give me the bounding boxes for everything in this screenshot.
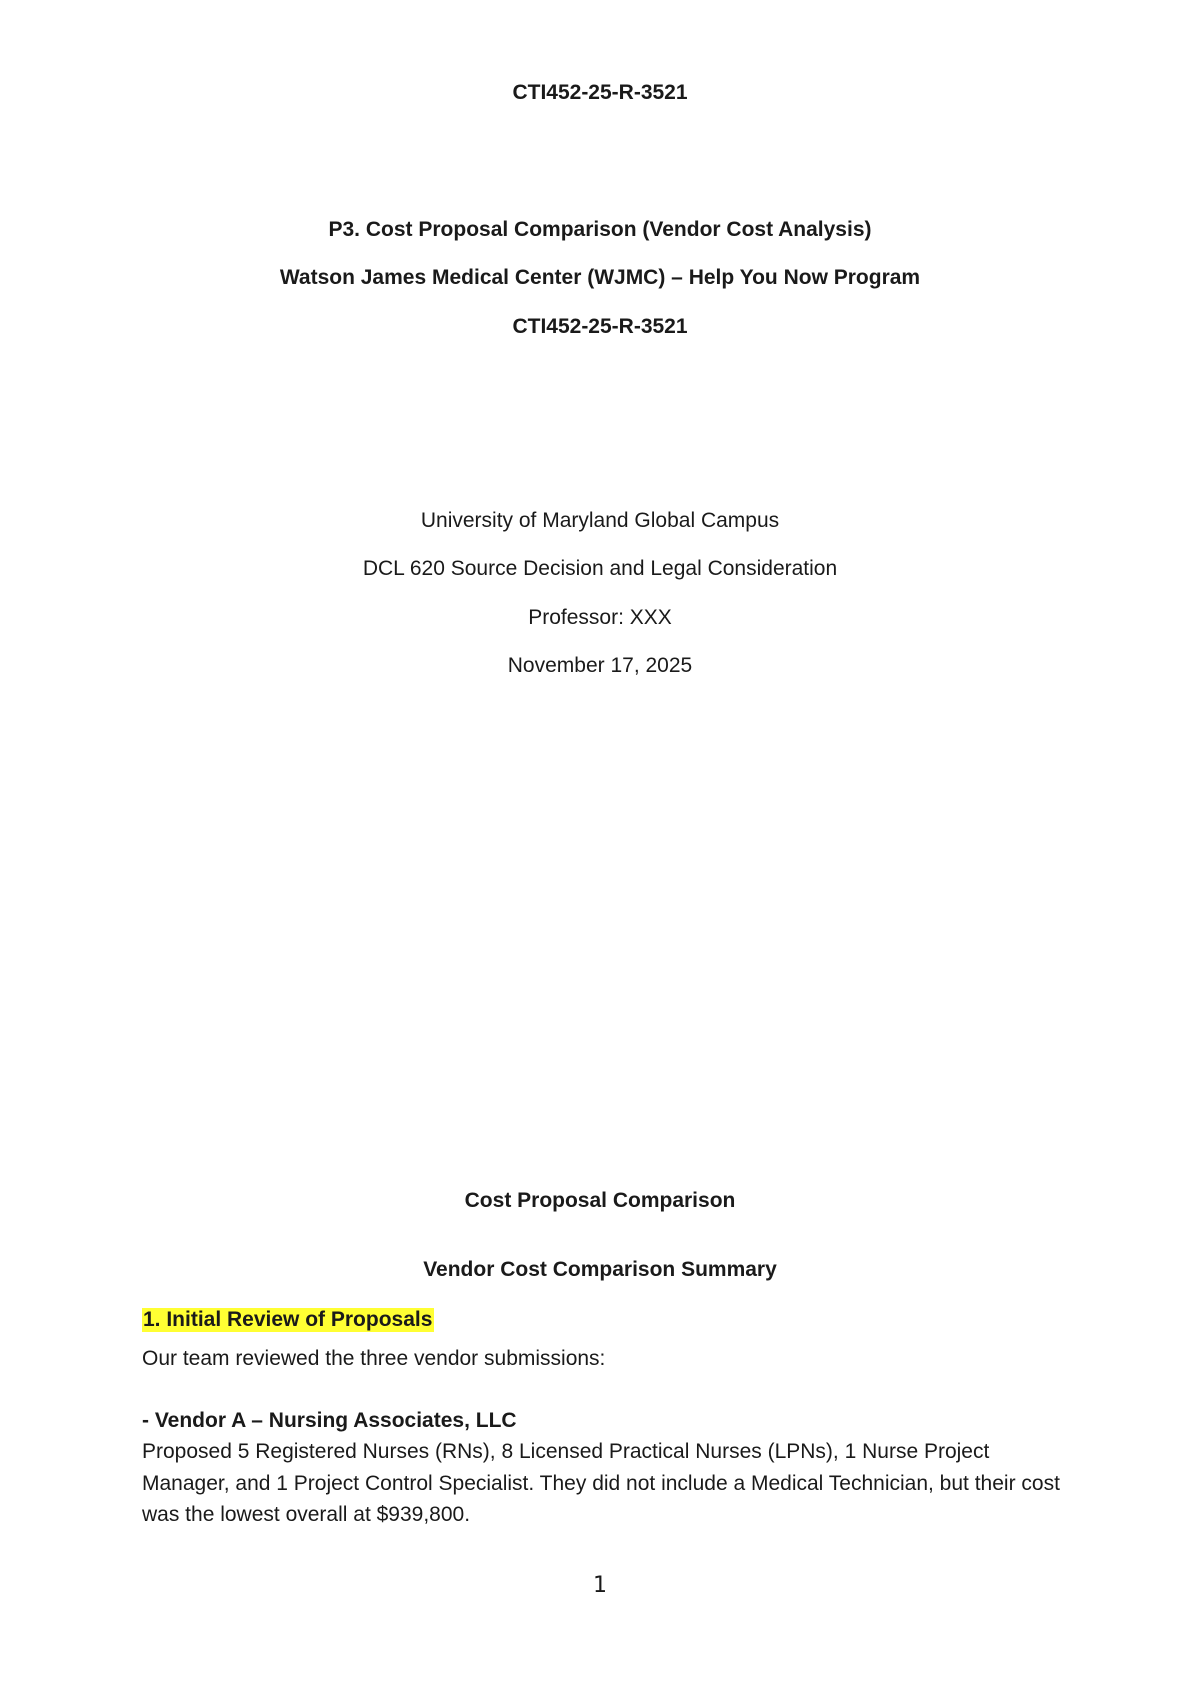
document-subtitle: Watson James Medical Center (WJMC) – Help You Now Program bbox=[279, 266, 921, 289]
document-title: P3. Cost Proposal Comparison (Vendor Cost Analysis) bbox=[328, 218, 872, 241]
course-name: DCL 620 Source Decision and Legal Consideration bbox=[362, 557, 838, 580]
institution-name: University of Maryland Global Campus bbox=[420, 509, 780, 532]
vendor-a-heading: - Vendor A – Nursing Associates, LLC bbox=[142, 1409, 517, 1432]
running-header-code: CTI452-25-R-3521 bbox=[512, 81, 688, 104]
highlighted-heading: 1. Initial Review of Proposals bbox=[143, 1308, 433, 1331]
professor-name: Professor: XXX bbox=[528, 606, 672, 629]
section-heading: Cost Proposal Comparison bbox=[464, 1189, 736, 1212]
section-subheading: Vendor Cost Comparison Summary bbox=[423, 1258, 777, 1281]
document-code: CTI452-25-R-3521 bbox=[512, 315, 688, 338]
section-1-intro: Our team reviewed the three vendor submissions: bbox=[142, 1347, 606, 1370]
section-1-heading-row bbox=[142, 1306, 1062, 1334]
vendor-a-paragraph: Proposed 5 Registered Nurses (RNs), 8 Licensed Practical Nurses (LPNs), 1 Nurse Project Manager, and 1 Project Control Specialist. They did not include a Medical Technician, but their cost was the lowest overall at $939,800. bbox=[142, 1440, 1060, 1526]
document-date: November 17, 2025 bbox=[507, 654, 693, 677]
page-number: 1 bbox=[593, 1573, 607, 1598]
